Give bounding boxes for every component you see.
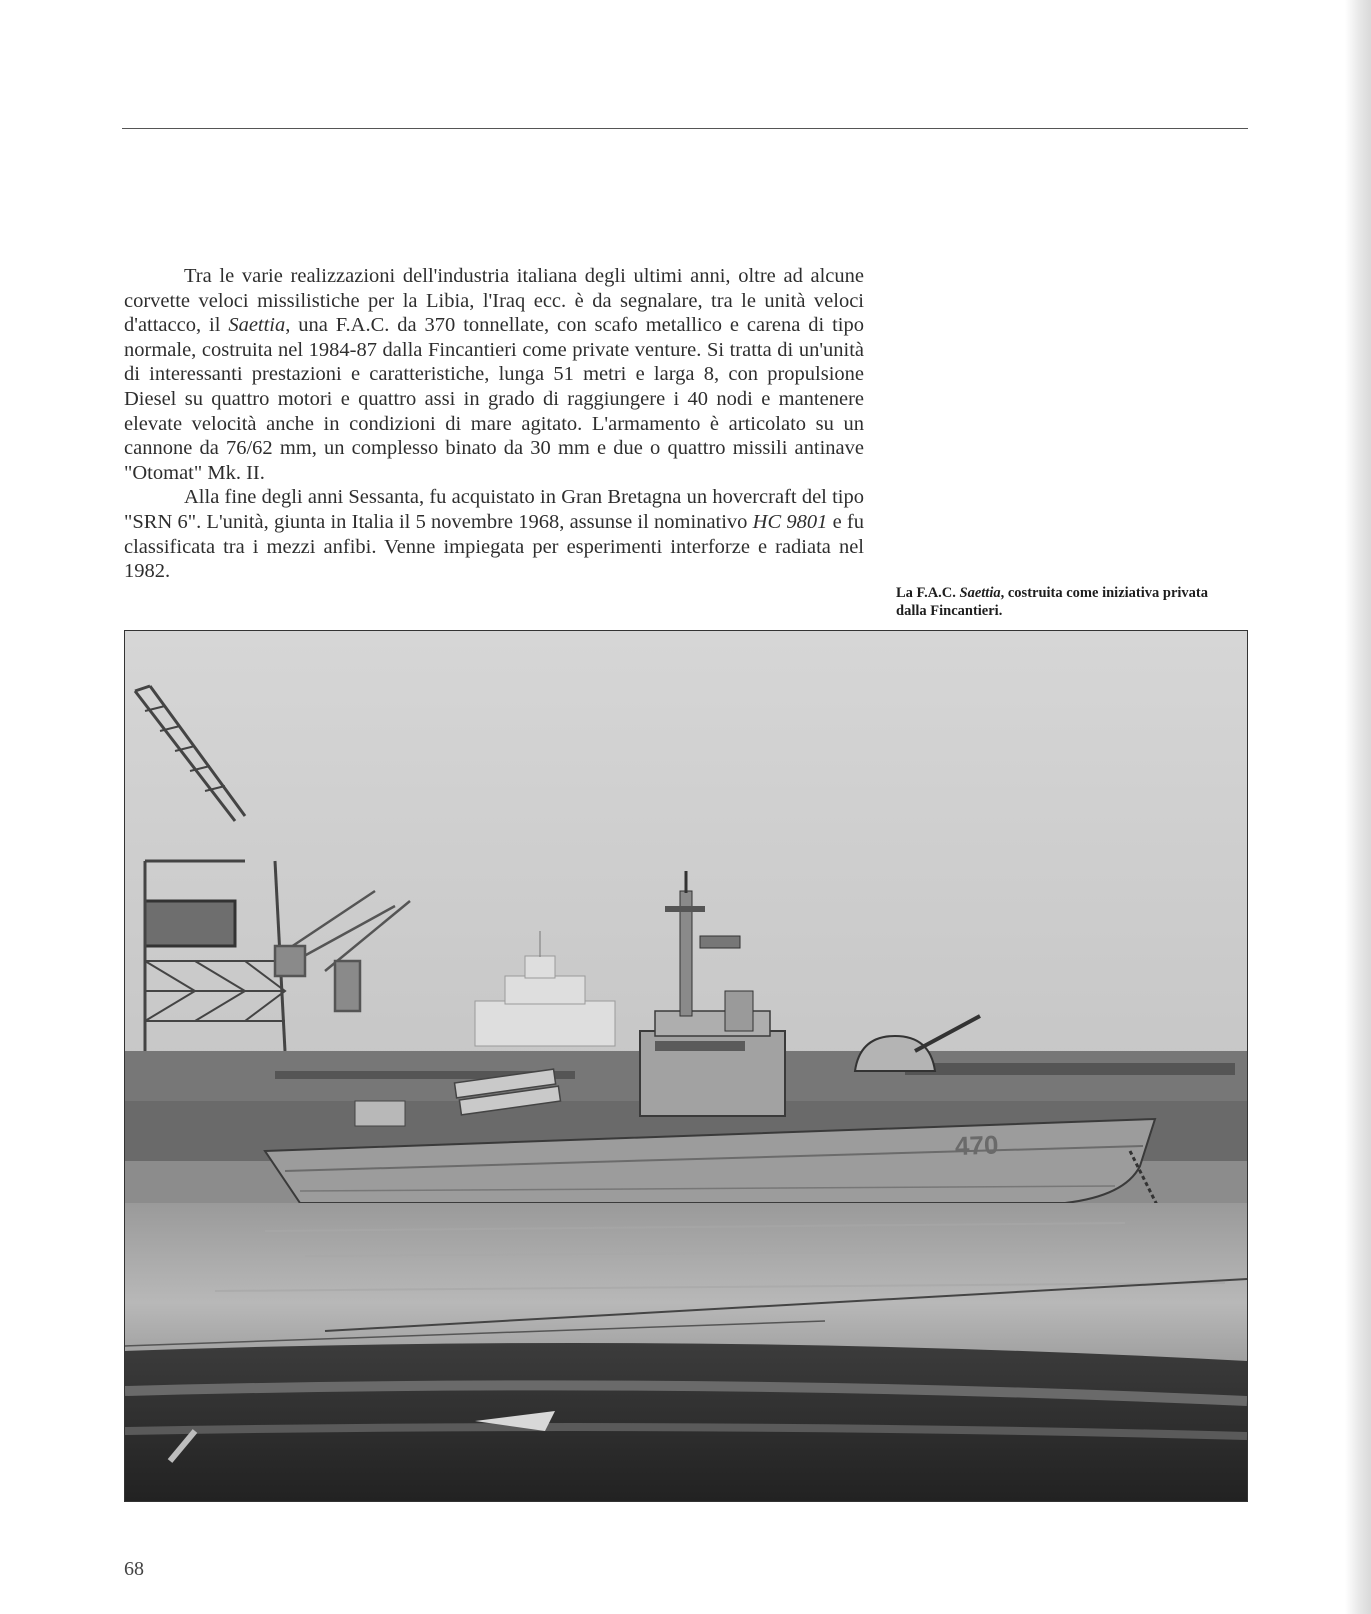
page-number: 68 [124, 1558, 144, 1580]
photo-caption: La F.A.C. Saettia, costruita come iniziativa privata dalla Fincantieri. [896, 585, 1208, 619]
ship-name: Saettia [228, 314, 286, 337]
page-edge-shadow [1345, 0, 1371, 1614]
header-rule [122, 128, 1248, 129]
ship-photo-illustration [125, 631, 1247, 1501]
ship-photo [124, 630, 1248, 1502]
paragraph-saettia: Tra le varie realizzazioni dell'industria italiana degli ultimi anni, oltre ad alcune corvette veloci missilistiche per la Libia, l'Iraq ecc. è da segnalare, tra le unità veloci d'attacco, il Saettia, una F.A.C. da 370 tonnellate, con scafo metallico e carena di tipo normale, costruita nel 1984-87 dalla Fincantieri come private venture. Si tratta di un'unità di interessanti prestazioni e caratteristiche, lunga 51 metri e larga 8, con propulsione Diesel su quattro motori e quattro assi in grado di raggiungere i 40 nodi e mantenere elevate velocità anche in condizioni di mare agitato. L'armamento è articolato su un cannone da 76/62 mm, un complesso binato da 30 mm e due o quattro missili antinave "Otomat" Mk. II. [124, 265, 864, 484]
hovercraft-code: HC 9801 [752, 510, 828, 533]
paragraph-hovercraft: Alla fine degli anni Sessanta, fu acquistato in Gran Bretagna un hovercraft del tipo "SRN 6". L'unità, giunta in Italia il 5 novembre 1968, assunse il nominativo HC 9801 e fu classificata tra i mezzi anfibi. Venne impiegata per esperimenti interforze e radiata nel 1982. [124, 486, 864, 583]
body-text [124, 264, 864, 584]
foreground-railing [125, 1343, 1247, 1501]
hull-number: 470 [954, 1129, 999, 1162]
caption-ship-name: Saettia [959, 585, 1001, 601]
